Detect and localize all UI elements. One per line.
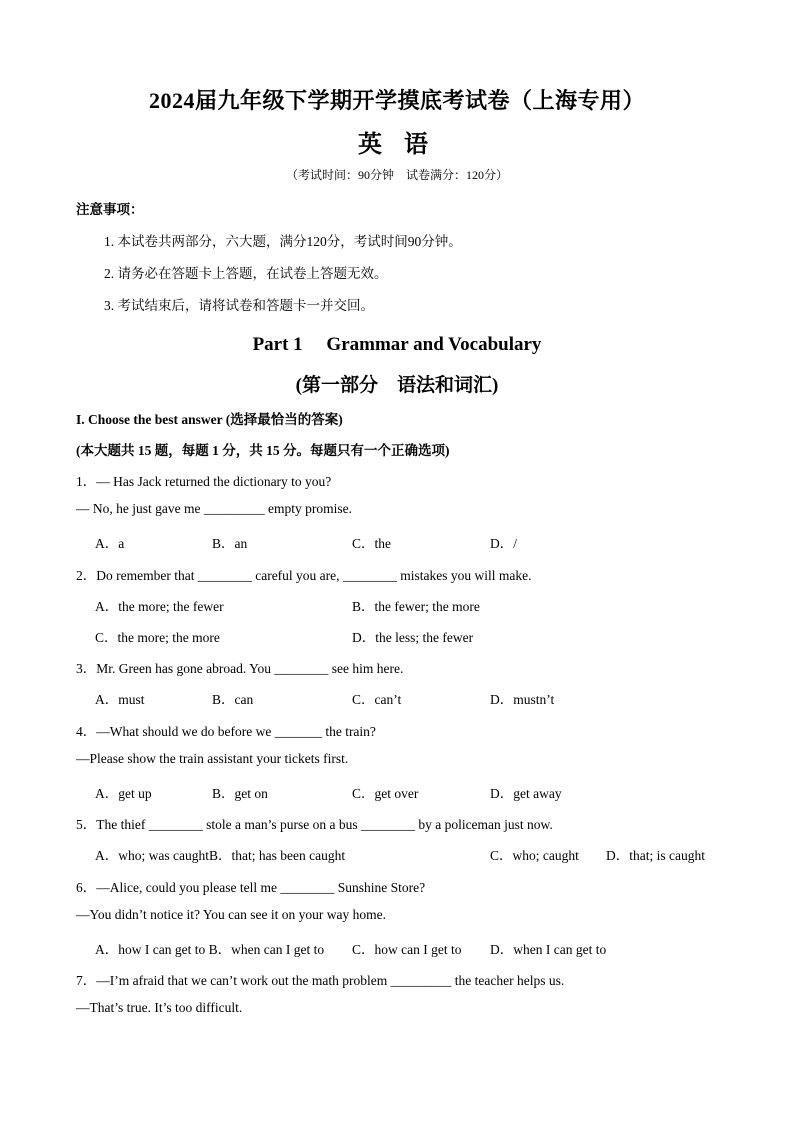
option-c: C．get over bbox=[352, 786, 419, 801]
question-stem: 3．Mr. Green has gone abroad. You ________ see him here. bbox=[76, 661, 404, 676]
option-d: D．when I can get to bbox=[490, 942, 607, 957]
option-a: A．must bbox=[95, 692, 145, 707]
option-a: A．get up bbox=[95, 786, 152, 801]
option-c: C．the more; the more bbox=[95, 630, 220, 645]
subject-title: 英 语 bbox=[358, 132, 436, 158]
option-d: D．/ bbox=[490, 536, 517, 551]
question-stem: 2．Do remember that ________ careful you are, ________ mistakes you will make. bbox=[76, 568, 532, 583]
notice-heading: 注意事项： bbox=[76, 202, 144, 217]
notice-item: 1. 本试卷共两部分，六大题，满分120分，考试时间90分钟。 bbox=[104, 234, 462, 249]
option-c: C．who; caught bbox=[490, 848, 579, 863]
option-d: D．that; is caught bbox=[606, 848, 705, 863]
option-b: B．get on bbox=[212, 786, 268, 801]
option-c: C．the bbox=[352, 536, 391, 551]
option-b: B．the fewer; the more bbox=[352, 599, 480, 614]
section-title: I. Choose the best answer (选择最恰当的答案) bbox=[76, 412, 343, 427]
option-c: C．how can I get to bbox=[352, 942, 462, 957]
question-stem: —Please show the train assistant your tickets first. bbox=[76, 751, 349, 766]
part-title-cn: (第一部分 语法和词汇) bbox=[295, 375, 499, 396]
exam-title: 2024届九年级下学期开学摸底考试卷（上海专用） bbox=[148, 88, 645, 113]
option-ab: A．how I can get to B．when can I get to bbox=[95, 942, 325, 957]
question-stem: 5．The thief ________ stole a man’s purse on a bus ________ by a policeman just now. bbox=[76, 817, 553, 832]
option-d: D．the less; the fewer bbox=[352, 630, 474, 645]
exam-info: （考试时间：90分钟 试卷满分：120分） bbox=[285, 168, 508, 182]
section-instructions: (本大题共 15 题，每题 1 分，共 15 分。每题只有一个正确选项) bbox=[76, 443, 450, 458]
option-b: B．an bbox=[212, 536, 248, 551]
question-stem: 7．—I’m afraid that we can’t work out the math problem _________ the teacher helps us. bbox=[76, 973, 565, 988]
part-title-en: Part 1 Grammar and Vocabulary bbox=[252, 334, 542, 355]
option-c: C．can’t bbox=[352, 692, 402, 707]
option-d: D．get away bbox=[490, 786, 562, 801]
option-ab: A．who; was caughtB．that; has been caught bbox=[95, 848, 346, 863]
option-b: B．can bbox=[212, 692, 254, 707]
notice-item: 2. 请务必在答题卡上答题，在试卷上答题无效。 bbox=[104, 266, 388, 281]
question-stem: —You didn’t notice it? You can see it on your way home. bbox=[76, 907, 386, 922]
notice-item: 3. 考试结束后，请将试卷和答题卡一并交回。 bbox=[104, 298, 374, 313]
option-a: A．a bbox=[95, 536, 125, 551]
option-d: D．mustn’t bbox=[490, 692, 555, 707]
question-stem: — No, he just gave me _________ empty promise. bbox=[76, 501, 352, 516]
question-stem: 6．—Alice, could you please tell me ________ Sunshine Store? bbox=[76, 880, 426, 895]
question-stem: —That’s true. It’s too difficult. bbox=[76, 1000, 243, 1015]
question-stem: 4．—What should we do before we _______ the train? bbox=[76, 724, 376, 739]
option-a: A．the more; the fewer bbox=[95, 599, 224, 614]
question-stem: 1．— Has Jack returned the dictionary to you? bbox=[76, 474, 332, 489]
